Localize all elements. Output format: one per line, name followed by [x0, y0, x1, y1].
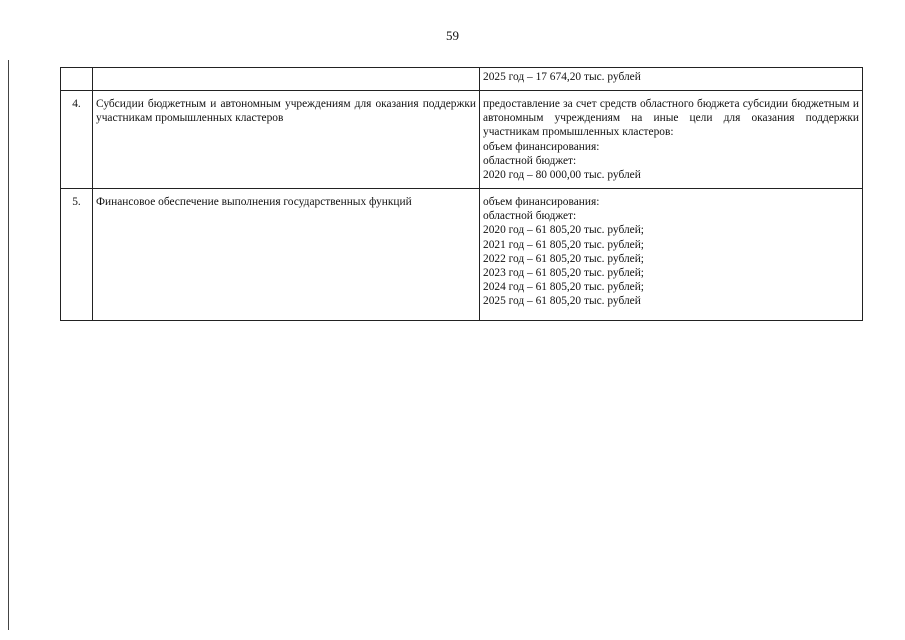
row-number: 5.	[61, 189, 93, 321]
row-number: 4.	[61, 91, 93, 189]
financing-line: объем финансирования:	[483, 196, 600, 208]
financing-line: 2025 год – 61 805,20 тыс. рублей	[483, 295, 641, 308]
financing-description	[480, 189, 863, 321]
measure-name: Финансовое обеспечение выполнения государственных функций	[93, 189, 480, 321]
table-row	[61, 68, 863, 91]
financing-paragraph: предоставление за счет средств областного бюджета субсидии бюджетным и автономным учреждениям на иные цели для оказания поддержки участникам промышленных кластеров:	[483, 98, 859, 139]
table-row	[61, 189, 863, 321]
financing-line: 2021 год – 61 805,20 тыс. рублей;	[483, 238, 644, 251]
financing-line: 2022 год – 61 805,20 тыс. рублей;	[483, 252, 644, 265]
financing-line: 2025 год – 17 674,20 тыс. рублей	[483, 71, 641, 83]
financing-line: областной бюджет:	[483, 210, 577, 223]
financing-line: 2024 год – 61 805,20 тыс. рублей;	[483, 281, 644, 294]
page-number: 59	[446, 28, 459, 43]
financing-line: объем финансирования:	[483, 140, 600, 153]
financing-line: 2020 год – 61 805,20 тыс. рублей;	[483, 224, 644, 237]
table-row	[61, 91, 863, 189]
measure-name: Субсидии бюджетным и автономным учреждениям для оказания поддержки участникам промышленных кластеров	[93, 91, 480, 189]
financing-line: областной бюджет:	[483, 154, 577, 167]
financing-line: 2023 год – 61 805,20 тыс. рублей;	[483, 267, 644, 280]
financing-description	[480, 68, 863, 91]
row-number	[61, 68, 93, 91]
financing-table	[60, 67, 863, 321]
page-left-edge-line	[8, 60, 9, 630]
financing-description	[480, 91, 863, 189]
financing-line: 2020 год – 80 000,00 тыс. рублей	[483, 169, 641, 182]
measure-name	[93, 68, 480, 91]
